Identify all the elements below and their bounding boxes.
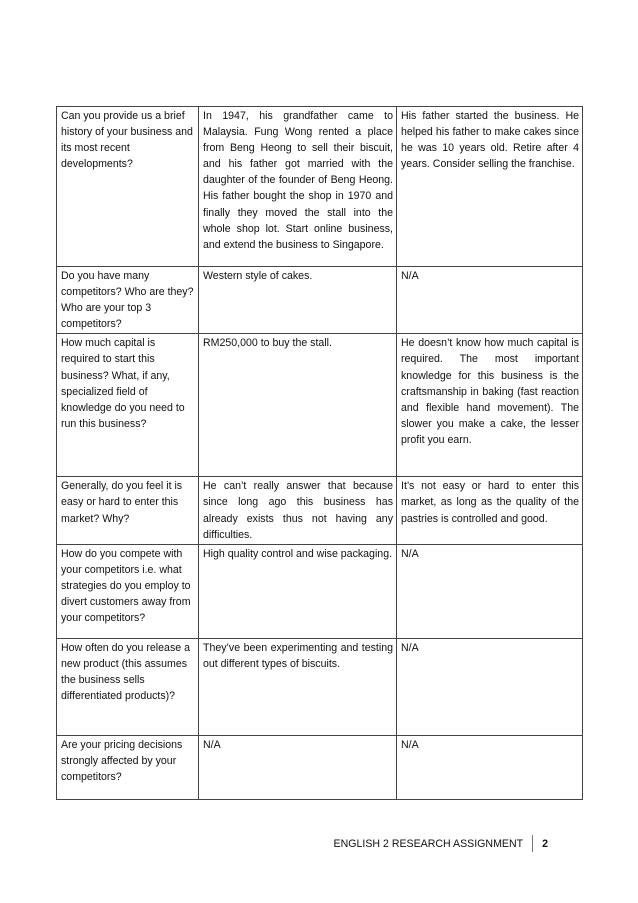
table-row: [57, 477, 583, 544]
question-cell: How do you compete with your competitors i.e. what strategies do you employ to divert customers away from your competitors?: [57, 544, 199, 638]
answer-cell-1: They’ve been experimenting and testing out different types of biscuits.: [199, 638, 397, 735]
answer-cell-1: He can’t really answer that because since long ago this business has already exists thus not having any difficulties.: [199, 477, 397, 544]
table-row: [57, 735, 583, 799]
answer-cell-2: He doesn’t know how much capital is required. The most important knowledge for this business is the craftsmanship in baking (fast reaction and flexible hand movement). The slower you make a cake, the lesser profit you earn.: [397, 334, 583, 477]
question-cell: How often do you release a new product (this assumes the business sells differentiated products)?: [57, 638, 199, 735]
table-row: [57, 544, 583, 638]
page-number: 2: [542, 837, 548, 850]
answer-cell-1: High quality control and wise packaging.: [199, 544, 397, 638]
answer-cell-2: His father started the business. He helped his father to make cakes since he was 10 years old. Retire after 4 years. Consider selling the franchise.: [397, 107, 583, 267]
table-row: [57, 638, 583, 735]
question-cell: Can you provide us a brief history of your business and its most recent developments?: [57, 107, 199, 267]
answer-cell-2: N/A: [397, 544, 583, 638]
answer-cell-2: N/A: [397, 267, 583, 334]
answer-cell-2: N/A: [397, 638, 583, 735]
question-cell: How much capital is required to start this business? What, if any, specialized field of knowledge do you need to run this business?: [57, 334, 199, 477]
table-row: [57, 267, 583, 334]
table-row: [57, 334, 583, 477]
answer-cell-1: N/A: [199, 735, 397, 799]
page-footer: [334, 835, 548, 852]
interview-table: [56, 106, 583, 800]
footer-title: ENGLISH 2 RESEARCH ASSIGNMENT: [333, 837, 524, 850]
question-cell: Are your pricing decisions strongly affected by your competitors?: [57, 735, 199, 799]
answer-cell-2: N/A: [397, 735, 583, 799]
answer-cell-2: It’s not easy or hard to enter this market, as long as the quality of the pastries is controlled and good.: [397, 477, 583, 544]
answer-cell-1: In 1947, his grandfather came to Malaysia. Fung Wong rented a place from Beng Heong to sell their biscuit, and his father got married with the daughter of the founder of Beng Heong. His father bought the shop in 1970 and finally they moved the stall into the whole shop lot. Start online business, and extend the business to Singapore.: [199, 107, 397, 267]
answer-cell-1: RM250,000 to buy the stall.: [199, 334, 397, 477]
question-cell: Do you have many competitors? Who are they? Who are your top 3 competitors?: [57, 267, 199, 334]
question-cell: Generally, do you feel it is easy or hard to enter this market? Why?: [57, 477, 199, 544]
footer-divider: [532, 835, 533, 852]
answer-cell-1: Western style of cakes.: [199, 267, 397, 334]
table-row: [57, 107, 583, 267]
